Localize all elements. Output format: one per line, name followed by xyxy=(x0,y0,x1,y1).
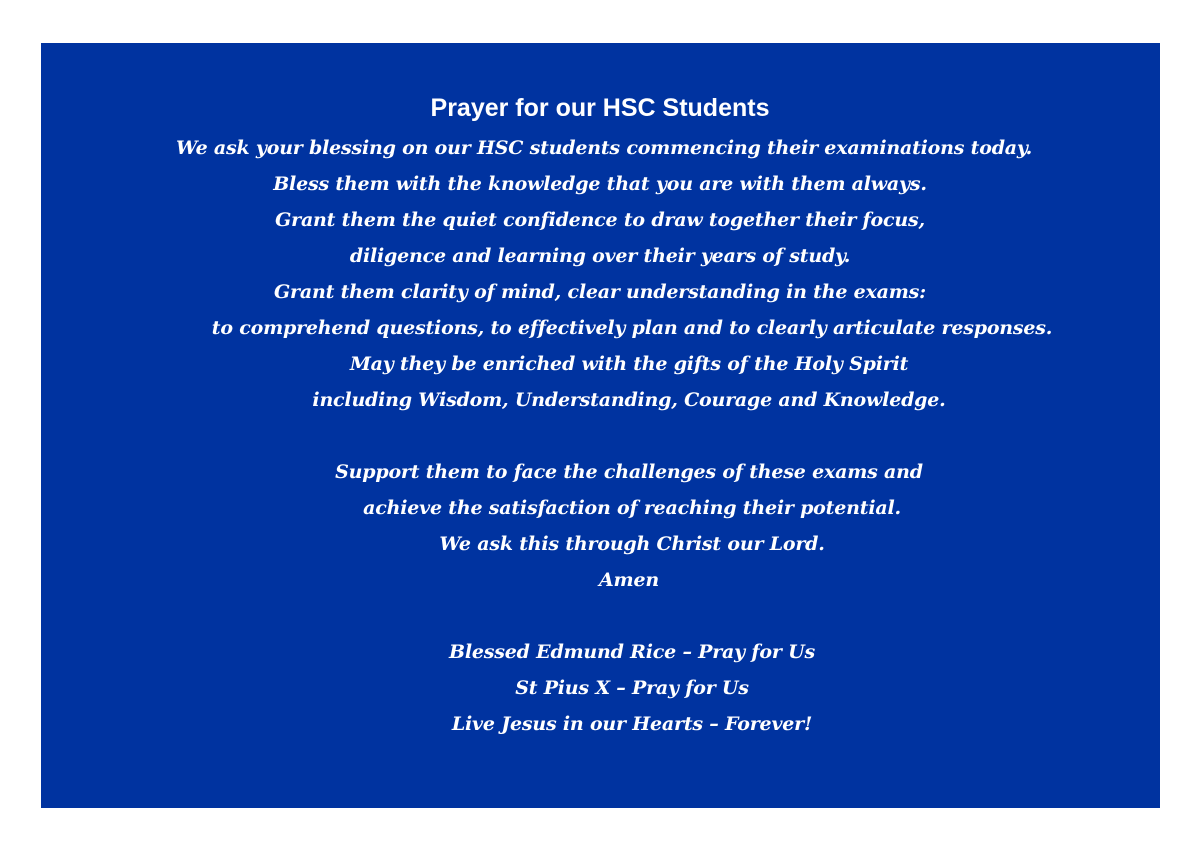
prayer-line-4: diligence and learning over their years of study. xyxy=(349,245,851,267)
prayer-title: Prayer for our HSC Students xyxy=(430,94,770,122)
prayer-line-2: Bless them with the knowledge that you are with them always. xyxy=(273,173,927,195)
amen-line: Amen xyxy=(599,569,659,591)
invocation-live-jesus: Live Jesus in our Hearts – Forever! xyxy=(451,713,813,735)
closing-line-2: achieve the satisfaction of reaching their potential. xyxy=(363,497,901,519)
invocation-edmund-rice: Blessed Edmund Rice – Pray for Us xyxy=(449,641,815,663)
prayer-line-7: May they be enriched with the gifts of the Holy Spirit xyxy=(349,353,909,375)
prayer-line-8: including Wisdom, Understanding, Courage and Knowledge. xyxy=(312,389,946,411)
prayer-line-1: We ask your blessing on our HSC students commencing their examinations today. xyxy=(176,137,1032,159)
closing-line-3: We ask this through Christ our Lord. xyxy=(439,533,825,555)
prayer-line-5: Grant them clarity of mind, clear understanding in the exams: xyxy=(274,281,926,303)
prayer-line-3: Grant them the quiet confidence to draw together their focus, xyxy=(275,209,925,231)
closing-line-1: Support them to face the challenges of these exams and xyxy=(335,461,923,483)
invocation-st-pius: St Pius X – Pray for Us xyxy=(515,677,749,699)
prayer-line-6: to comprehend questions, to effectively plan and to clearly articulate responses. xyxy=(211,317,1053,339)
